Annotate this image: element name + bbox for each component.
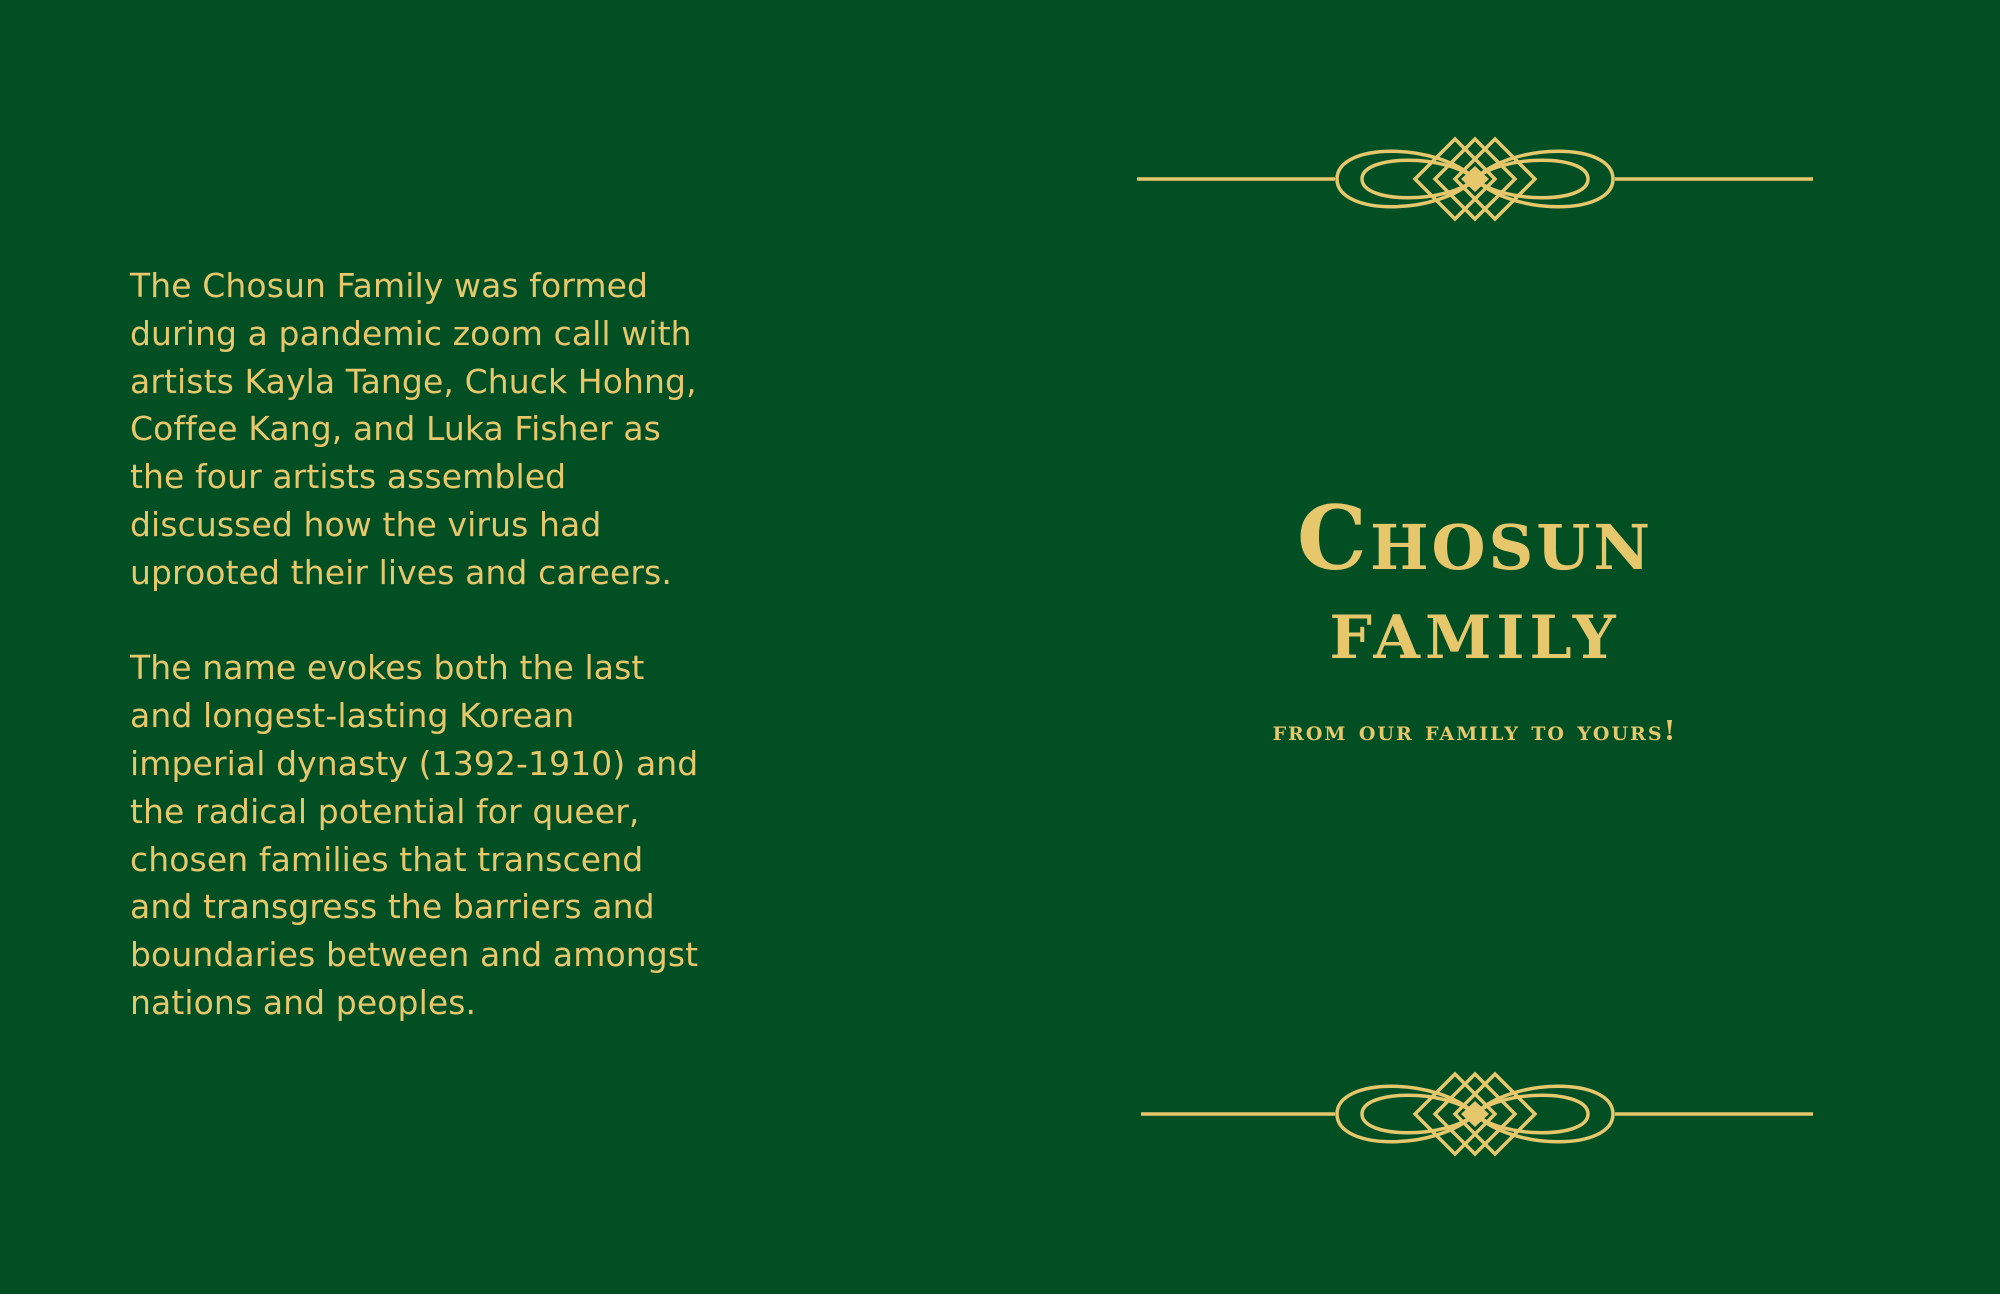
title-block xyxy=(1140,488,1810,747)
intro-paragraph: The Chosun Family was formed during a pandemic zoom call with artists Kayla Tange, Chuck Hohng, Coffee Kang, and Luka Fisher as the four artists assembled discussed how the virus had uprooted their lives and careers. xyxy=(130,266,697,592)
flourish-divider-icon xyxy=(1137,1069,1813,1159)
flourish-divider-icon xyxy=(1137,134,1813,224)
name-meaning-paragraph: The name evokes both the last and longest-lasting Korean imperial dynasty (1392-1910) and the radical potential for queer, chosen families that transcend and transgress the barriers and boundaries between and amongst nations and peoples. xyxy=(130,648,699,1022)
left-text-column xyxy=(130,262,730,1027)
title-family: FAMILY xyxy=(1329,603,1621,673)
title-chosun: Chosun xyxy=(1296,486,1654,590)
subtitle: from our family to yours! xyxy=(1272,716,1678,747)
